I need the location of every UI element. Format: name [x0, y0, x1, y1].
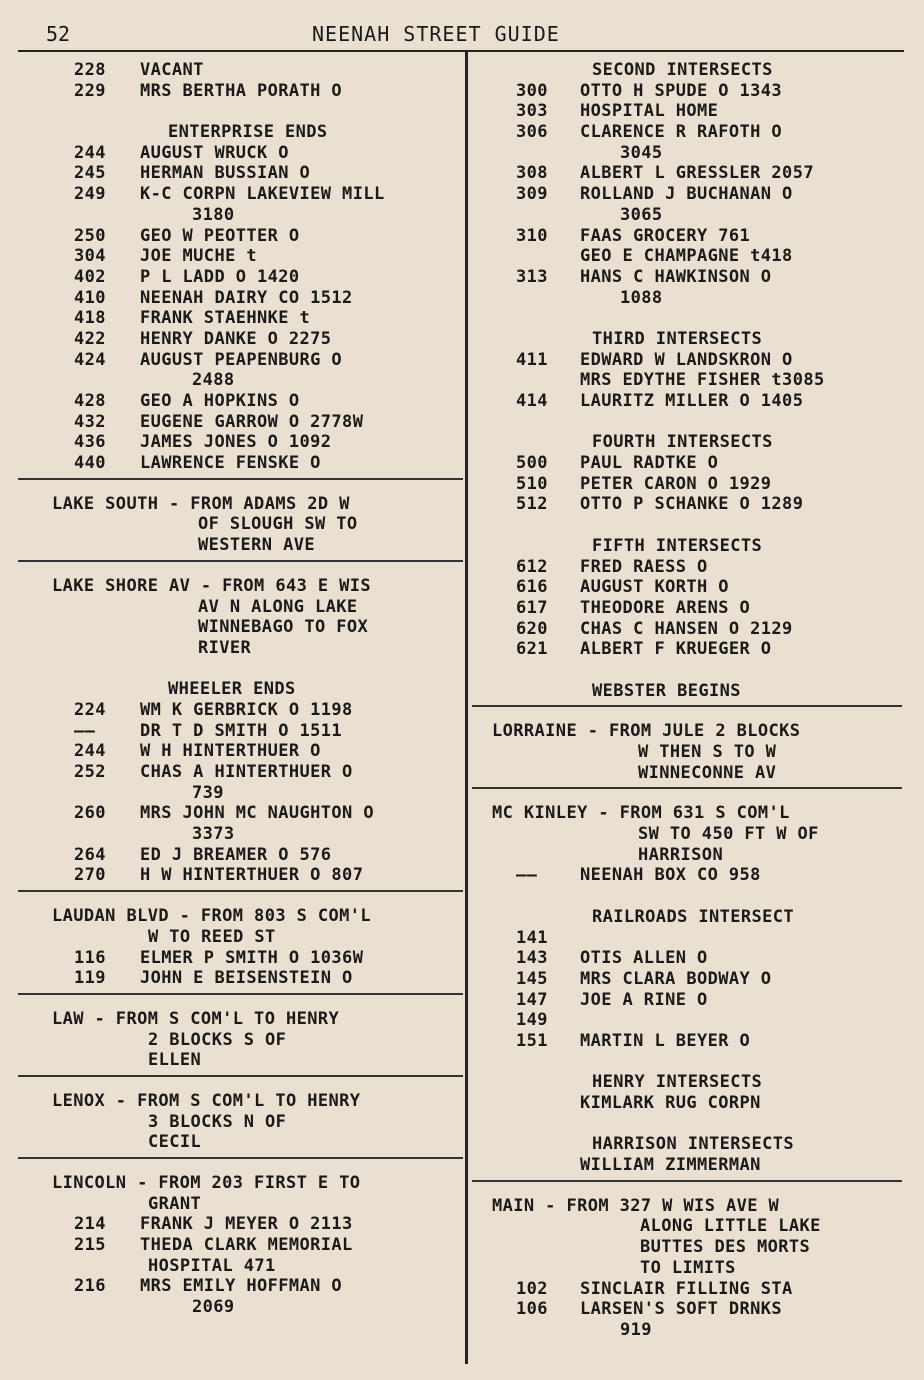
listing-text: FRANK STAEHNKE t — [140, 308, 311, 329]
listing-row — [472, 226, 902, 247]
listing-row — [472, 370, 902, 391]
listing-row — [472, 845, 902, 866]
listing-text: GRANT — [148, 1193, 202, 1214]
listing-text: 919 — [620, 1319, 652, 1340]
listing-text: THIRD INTERSECTS — [592, 328, 763, 349]
listing-text: HENRY INTERSECTS — [592, 1072, 763, 1093]
intersection-note — [472, 432, 902, 453]
listing-row — [472, 969, 902, 990]
listing-row — [472, 184, 902, 205]
listing-text: MAIN - FROM 327 W WIS AVE W — [492, 1195, 780, 1216]
house-number: 245 — [74, 163, 106, 184]
listing-text: HENRY DANKE O 2275 — [140, 328, 332, 349]
listing-row — [18, 412, 463, 433]
listing-row — [472, 1237, 902, 1258]
listing-row — [472, 81, 902, 102]
listing-row — [472, 598, 902, 619]
listing-text: THEODORE ARENS O — [580, 597, 751, 618]
listing-text: LORRAINE - FROM JULE 2 BLOCKS — [492, 721, 801, 742]
listing-row — [472, 288, 902, 309]
listing-row — [472, 865, 902, 886]
house-number: 410 — [74, 287, 106, 308]
listing-row — [18, 1194, 463, 1215]
listing-text: ED J BREAMER O 576 — [140, 844, 332, 865]
listing-text: WINNEBAGO TO FOX — [198, 617, 369, 638]
listing-row — [472, 122, 902, 143]
listing-row — [472, 1279, 902, 1300]
listing-text: FRANK J MEYER O 2113 — [140, 1214, 353, 1235]
listing-text: 3045 — [620, 142, 663, 163]
house-number: 411 — [516, 349, 548, 370]
listing-row — [472, 557, 902, 578]
listing-text: 2069 — [192, 1297, 235, 1318]
section-rule — [18, 478, 463, 480]
listing-row — [472, 246, 902, 267]
listing-row — [18, 267, 463, 288]
listing-row — [472, 619, 902, 640]
house-number: 270 — [74, 865, 106, 886]
listing-text: FIFTH INTERSECTS — [592, 535, 763, 556]
listing-text: NEENAH DAIRY CO 1512 — [140, 287, 353, 308]
listing-row — [18, 1276, 463, 1297]
house-number: 440 — [74, 453, 106, 474]
listing-row — [18, 535, 463, 556]
house-number: 244 — [74, 741, 106, 762]
listing-text: OTTO H SPUDE O 1343 — [580, 80, 783, 101]
listing-text: LENOX - FROM S COM'L TO HENRY — [52, 1090, 361, 1111]
house-number: 149 — [516, 1010, 548, 1031]
listing-row — [472, 205, 902, 226]
street-section — [472, 60, 902, 701]
house-number: 119 — [74, 968, 106, 989]
street-heading — [18, 1009, 463, 1030]
listing-row — [472, 1216, 902, 1237]
house-number: 250 — [74, 225, 106, 246]
listing-text: WILLIAM ZIMMERMAN — [580, 1155, 761, 1176]
listing-row — [472, 1299, 902, 1320]
listing-row — [472, 639, 902, 660]
listing-text: GEO W PEOTTER O — [140, 225, 300, 246]
street-section — [18, 1009, 463, 1071]
listing-row — [18, 927, 463, 948]
listing-row — [472, 928, 902, 949]
listing-text: VACANT — [140, 60, 204, 80]
listing-text: ELLEN — [148, 1050, 202, 1071]
house-number: 500 — [516, 453, 548, 474]
street-heading — [18, 1173, 463, 1194]
house-number: 215 — [74, 1235, 106, 1256]
house-number: 620 — [516, 618, 548, 639]
listing-text: EDWARD W LANDSKRON O — [580, 349, 793, 370]
intersection-note — [472, 681, 902, 702]
house-number: 214 — [74, 1214, 106, 1235]
listing-row — [18, 143, 463, 164]
listing-text: SINCLAIR FILLING STA — [580, 1278, 793, 1299]
house-number: 309 — [516, 184, 548, 205]
listing-row — [472, 1031, 902, 1052]
street-section — [18, 906, 463, 989]
section-rule — [472, 705, 902, 707]
street-heading — [18, 906, 463, 927]
intersection-note — [472, 536, 902, 557]
listing-row — [472, 163, 902, 184]
house-number: 510 — [516, 473, 548, 494]
listing-row — [472, 453, 902, 474]
section-rule — [18, 1157, 463, 1159]
listing-text: ENTERPRISE ENDS — [168, 122, 328, 143]
listing-row — [472, 391, 902, 412]
listing-text: WINNECONNE AV — [638, 762, 777, 783]
listing-row — [472, 474, 902, 495]
street-section — [18, 60, 463, 474]
listing-row — [18, 370, 463, 391]
listing-row — [18, 948, 463, 969]
listing-row — [18, 432, 463, 453]
listing-text: P L LADD O 1420 — [140, 266, 300, 287]
listing-row — [18, 824, 463, 845]
listing-row — [472, 1010, 902, 1031]
street-section — [18, 576, 463, 886]
listing-row — [18, 184, 463, 205]
listing-text: 3065 — [620, 204, 663, 225]
house-number: 616 — [516, 577, 548, 598]
left-column — [18, 60, 463, 1318]
house-number: 116 — [74, 947, 106, 968]
listing-text: 1088 — [620, 287, 663, 308]
listing-row — [18, 1256, 463, 1277]
header-rule — [18, 50, 904, 52]
listing-row — [472, 886, 902, 907]
listing-text: MRS EDYTHE FISHER t3085 — [580, 370, 825, 391]
listing-row — [18, 246, 463, 267]
listing-text: OF SLOUGH SW TO — [198, 514, 358, 535]
street-section — [472, 721, 902, 783]
street-section — [472, 803, 902, 1175]
listing-text: JAMES JONES O 1092 — [140, 432, 332, 453]
listing-row — [472, 1052, 902, 1073]
listing-row — [18, 659, 463, 680]
house-number: 424 — [74, 349, 106, 370]
section-rule — [18, 560, 463, 562]
house-number: 252 — [74, 762, 106, 782]
listing-row — [472, 1258, 902, 1279]
intersection-note — [18, 122, 463, 143]
street-heading — [472, 1196, 902, 1217]
section-rule — [18, 890, 463, 892]
street-heading — [18, 494, 463, 515]
listing-row — [18, 638, 463, 659]
listing-text: MRS BERTHA PORATH O — [140, 80, 343, 101]
listing-text: WESTERN AVE — [198, 535, 315, 556]
listing-text: CLARENCE R RAFOTH O — [580, 122, 783, 143]
house-number: 224 — [74, 699, 106, 720]
listing-text: JOE A RINE O — [580, 989, 708, 1010]
listing-text: OTIS ALLEN O — [580, 948, 708, 969]
listing-text: CHAS C HANSEN O 2129 — [580, 618, 793, 639]
listing-text: LAKE SOUTH - FROM ADAMS 2D W — [52, 493, 350, 514]
listing-row — [18, 81, 463, 102]
listing-row — [472, 1155, 902, 1176]
listing-row — [472, 308, 902, 329]
listing-row — [18, 350, 463, 371]
listing-text: JOHN E BEISENSTEIN O — [140, 968, 353, 989]
listing-row — [18, 845, 463, 866]
listing-text: SW TO 450 FT W OF — [638, 824, 819, 845]
listing-row — [18, 865, 463, 886]
listing-text: W THEN S TO W — [638, 742, 777, 762]
listing-text: ALONG LITTLE LAKE — [640, 1216, 821, 1237]
listing-text: OTTO P SCHANKE O 1289 — [580, 494, 804, 515]
listing-row — [472, 494, 902, 515]
listing-row — [18, 741, 463, 762]
house-number: 145 — [516, 968, 548, 989]
listing-text: HOSPITAL HOME — [580, 101, 719, 122]
listing-text: WHEELER ENDS — [168, 679, 296, 700]
listing-text: LAURITZ MILLER O 1405 — [580, 391, 804, 411]
listing-text: ELMER P SMITH O 1036W — [140, 947, 364, 968]
listing-text: GEO A HOPKINS O — [140, 391, 300, 411]
listing-text: LAW - FROM S COM'L TO HENRY — [52, 1008, 340, 1029]
listing-row — [18, 597, 463, 618]
listing-text: JOE MUCHE t — [140, 246, 257, 267]
house-number: 244 — [74, 142, 106, 163]
house-number: 418 — [74, 308, 106, 329]
listing-text: SECOND INTERSECTS — [592, 60, 773, 80]
house-number: 300 — [516, 80, 548, 101]
listing-row — [18, 453, 463, 474]
listing-text: FOURTH INTERSECTS — [592, 432, 773, 453]
listing-text: DR T D SMITH O 1511 — [140, 720, 343, 741]
listing-text: AUGUST KORTH O — [580, 577, 729, 598]
section-rule — [472, 787, 902, 789]
listing-text: RIVER — [198, 637, 252, 658]
listing-text: PAUL RADTKE O — [580, 453, 719, 474]
listing-row — [18, 1132, 463, 1153]
intersection-note — [472, 1072, 902, 1093]
house-number: 106 — [516, 1299, 548, 1320]
listing-text: TO LIMITS — [640, 1257, 736, 1278]
intersection-note — [472, 60, 902, 81]
listing-row — [472, 143, 902, 164]
listing-row — [18, 101, 463, 122]
listing-text: ALBERT L GRESSLER 2057 — [580, 163, 814, 184]
listing-text: RAILROADS INTERSECT — [592, 906, 795, 927]
house-number: 304 — [74, 246, 106, 267]
listing-row — [18, 308, 463, 329]
listing-row — [18, 391, 463, 412]
listing-text: KIMLARK RUG CORPN — [580, 1093, 761, 1113]
listing-text: HOSPITAL 471 — [148, 1255, 276, 1276]
house-number: 303 — [516, 101, 548, 122]
house-number: 216 — [74, 1276, 106, 1297]
listing-text: WEBSTER BEGINS — [592, 680, 741, 701]
house-number: 310 — [516, 225, 548, 246]
listing-text: WM K GERBRICK O 1198 — [140, 699, 353, 720]
house-number: 306 — [516, 122, 548, 143]
listing-text: PETER CARON O 1929 — [580, 473, 772, 494]
listing-row — [18, 1297, 463, 1318]
listing-row — [472, 515, 902, 536]
street-heading — [472, 721, 902, 742]
listing-text: 2 BLOCKS S OF — [148, 1029, 287, 1050]
house-number: 260 — [74, 803, 106, 824]
house-number: 428 — [74, 391, 106, 411]
house-number: —— — [516, 865, 538, 886]
intersection-note — [472, 1134, 902, 1155]
house-number: —— — [74, 720, 96, 741]
listing-row — [18, 1030, 463, 1051]
listing-text: LAWRENCE FENSKE O — [140, 453, 321, 474]
listing-row — [18, 60, 463, 81]
listing-row — [18, 783, 463, 804]
column-divider — [465, 52, 468, 1364]
listing-text: K-C CORPN LAKEVIEW MILL — [140, 184, 385, 205]
house-number: 141 — [516, 927, 548, 948]
house-number: 422 — [74, 328, 106, 349]
listing-row — [472, 990, 902, 1011]
listing-row — [472, 350, 902, 371]
listing-row — [18, 329, 463, 350]
listing-row — [18, 163, 463, 184]
listing-row — [18, 721, 463, 742]
listing-text: 739 — [192, 782, 224, 803]
listing-row — [472, 948, 902, 969]
listing-text: LARSEN'S SOFT DRNKS — [580, 1299, 783, 1320]
street-section — [18, 1091, 463, 1153]
intersection-note — [472, 907, 902, 928]
listing-text: MC KINLEY - FROM 631 S COM'L — [492, 803, 790, 824]
house-number: 151 — [516, 1030, 548, 1051]
listing-text: CECIL — [148, 1132, 202, 1153]
street-section — [472, 1196, 902, 1341]
listing-text: AUGUST WRUCK O — [140, 142, 289, 163]
listing-text: BUTTES DES MORTS — [640, 1237, 811, 1258]
listing-row — [472, 824, 902, 845]
listing-text: EUGENE GARROW O 2778W — [140, 411, 364, 432]
street-section — [18, 494, 463, 556]
listing-row — [472, 742, 902, 763]
listing-row — [472, 660, 902, 681]
page-header — [0, 20, 924, 52]
house-number: 308 — [516, 163, 548, 184]
street-heading — [472, 803, 902, 824]
house-number: 229 — [74, 80, 106, 101]
house-number: 432 — [74, 411, 106, 432]
listing-row — [18, 205, 463, 226]
listing-row — [472, 763, 902, 784]
listing-row — [472, 101, 902, 122]
listing-row — [472, 412, 902, 433]
listing-text: 2488 — [192, 370, 235, 391]
house-number: 414 — [516, 391, 548, 411]
listing-text: NEENAH BOX CO 958 — [580, 865, 761, 886]
listing-text: HERMAN BUSSIAN O — [140, 163, 311, 184]
listing-text: H W HINTERTHUER O 807 — [140, 865, 364, 886]
listing-text: LAUDAN BLVD - FROM 803 S COM'L — [52, 906, 372, 927]
listing-row — [472, 1093, 902, 1114]
listing-row — [18, 1112, 463, 1133]
listing-row — [18, 762, 463, 783]
listing-text: FAAS GROCERY 761 — [580, 225, 751, 246]
listing-text: MRS JOHN MC NAUGHTON O — [140, 803, 374, 824]
listing-text: HARRISON — [638, 844, 724, 865]
listing-text: MRS EMILY HOFFMAN O — [140, 1276, 343, 1297]
listing-text: 3180 — [192, 204, 235, 225]
listing-text: 3373 — [192, 824, 235, 845]
section-rule — [472, 1180, 902, 1182]
intersection-note — [18, 679, 463, 700]
listing-text: MRS CLARA BODWAY O — [580, 968, 772, 989]
listing-text: LINCOLN - FROM 203 FIRST E TO — [52, 1173, 361, 1193]
house-number: 147 — [516, 989, 548, 1010]
house-number: 512 — [516, 494, 548, 515]
house-number: 313 — [516, 266, 548, 287]
listing-text: W H HINTERTHUER O — [140, 741, 321, 762]
listing-text: AUGUST PEAPENBURG O — [140, 349, 343, 370]
listing-row — [18, 803, 463, 824]
street-heading — [18, 576, 463, 597]
listing-row — [472, 577, 902, 598]
listing-text: 3 BLOCKS N OF — [148, 1111, 287, 1132]
listing-row — [18, 1235, 463, 1256]
listing-row — [18, 288, 463, 309]
listing-text: W TO REED ST — [148, 926, 276, 947]
page-number: 52 — [46, 22, 71, 46]
house-number: 436 — [74, 432, 106, 453]
listing-row — [18, 226, 463, 247]
house-number: 621 — [516, 639, 548, 660]
listing-text: HANS C HAWKINSON O — [580, 266, 772, 287]
listing-row — [18, 1050, 463, 1071]
house-number: 143 — [516, 948, 548, 969]
listing-text: ALBERT F KRUEGER O — [580, 639, 772, 660]
listing-row — [472, 1114, 902, 1135]
listing-text: LAKE SHORE AV - FROM 643 E WIS — [52, 575, 372, 596]
house-number: 102 — [516, 1278, 548, 1299]
listing-text: ROLLAND J BUCHANAN O — [580, 184, 793, 205]
house-number: 249 — [74, 184, 106, 205]
section-rule — [18, 1075, 463, 1077]
listing-text: HARRISON INTERSECTS — [592, 1134, 795, 1155]
house-number: 402 — [74, 266, 106, 287]
listing-row — [472, 1320, 902, 1341]
house-number: 228 — [74, 60, 106, 80]
listing-row — [18, 514, 463, 535]
listing-text: GEO E CHAMPAGNE t418 — [580, 246, 793, 267]
house-number: 612 — [516, 556, 548, 577]
listing-text: MARTIN L BEYER O — [580, 1030, 751, 1051]
listing-text: CHAS A HINTERTHUER O — [140, 762, 353, 782]
listing-row — [472, 267, 902, 288]
page-title: NEENAH STREET GUIDE — [312, 22, 560, 46]
listing-text: AV N ALONG LAKE — [198, 596, 358, 617]
house-number: 264 — [74, 844, 106, 865]
listing-text: FRED RAESS O — [580, 556, 708, 577]
listing-row — [18, 968, 463, 989]
listing-row — [18, 700, 463, 721]
listing-row — [18, 1214, 463, 1235]
listing-row — [18, 617, 463, 638]
section-rule — [18, 993, 463, 995]
right-column — [472, 60, 902, 1341]
house-number: 617 — [516, 597, 548, 618]
street-section — [18, 1173, 463, 1318]
intersection-note — [472, 329, 902, 350]
listing-text: THEDA CLARK MEMORIAL — [140, 1235, 353, 1256]
street-heading — [18, 1091, 463, 1112]
